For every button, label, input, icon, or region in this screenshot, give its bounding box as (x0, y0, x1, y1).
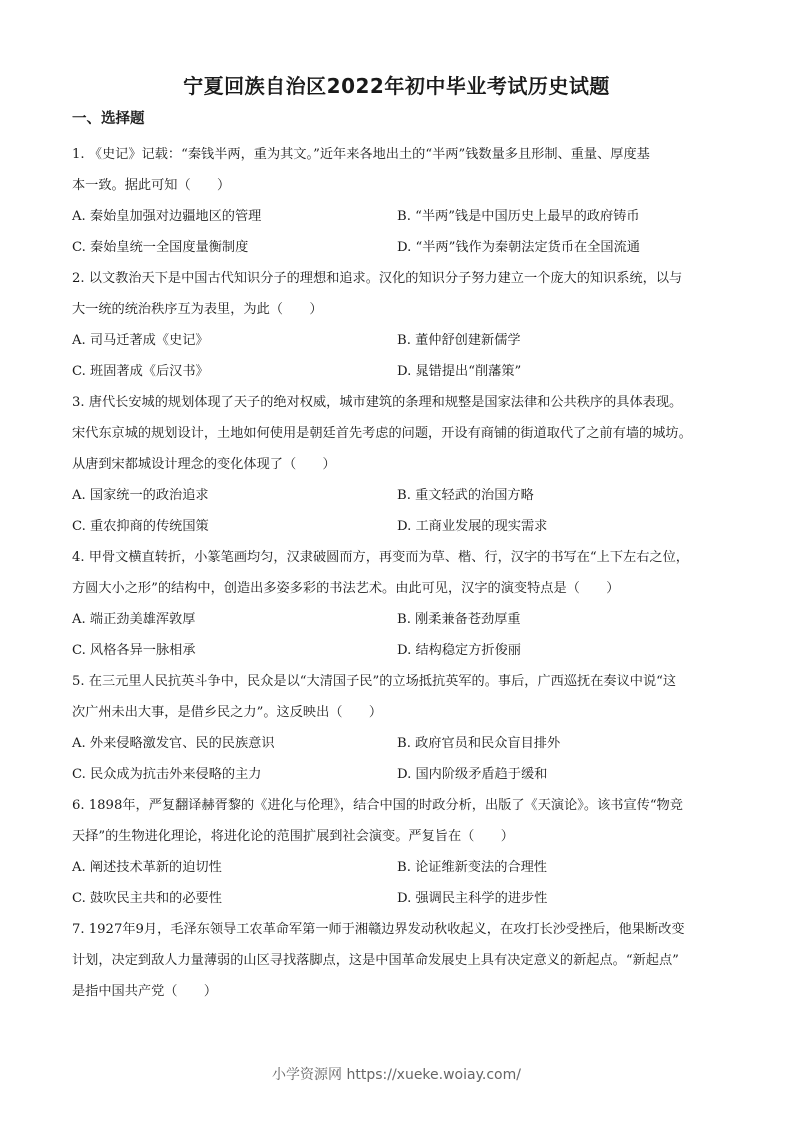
question-stem-line: 大一统的统治秩序互为表里，为此（ ） (72, 302, 323, 317)
answer-option: A. 司马迁著成《史记》 (72, 333, 209, 348)
options-row (72, 604, 722, 635)
answer-option: A. 秦始皇加强对边疆地区的管理 (72, 209, 262, 224)
question-stem-line: 是指中国共产党（ ） (72, 984, 218, 999)
answer-option: D. 晁错提出“削藩策” (397, 364, 522, 379)
page-title: 宁夏回族自治区2022年初中毕业考试历史试题 (183, 74, 610, 98)
question-3 (72, 387, 722, 542)
question-stem-line: 宋代东京城的规划设计，土地如何使用是朝廷首先考虑的问题，开设有商铺的街道取代了之前有墙的城坊。 (72, 426, 692, 441)
question-stem-line: 从唐到宋都城设计理念的变化体现了（ ） (72, 457, 336, 472)
question-2 (72, 263, 722, 387)
answer-option: B. 重文轻武的治国方略 (397, 488, 534, 503)
question-stem-line: 本一致。据此可知（ ） (72, 178, 231, 193)
question-5 (72, 666, 722, 790)
answer-option: D. “半两”钱作为秦朝法定货币在全国流通 (397, 240, 640, 255)
question-list (72, 139, 722, 1007)
options-row (72, 635, 722, 666)
answer-option: C. 风格各异一脉相承 (72, 643, 196, 658)
answer-option: B. 论证维新变法的合理性 (397, 860, 547, 875)
answer-option: D. 强调民主科学的进步性 (397, 891, 548, 906)
question-stem-line: 7. 1927年9月，毛泽东领导工农革命军第一师于湘赣边界发动秋收起义，在攻打长沙受挫后，他果断改变 (72, 922, 685, 937)
question-stem-line: 2. 以文教治天下是中国古代知识分子的理想和追求。汉化的知识分子努力建立一个庞大的知识系统，以与 (72, 271, 683, 286)
options-row (72, 356, 722, 387)
answer-option: C. 班固著成《后汉书》 (72, 364, 209, 379)
options-row (72, 883, 722, 914)
question-6 (72, 790, 722, 914)
answer-option: A. 端正劲美雄浑敦厚 (72, 612, 196, 627)
options-row (72, 511, 722, 542)
question-stem-line: 6. 1898年，严复翻译赫胥黎的《进化与伦理》，结合中国的时政分析，出版了《天演论》。该书宣传“物竞 (72, 798, 683, 813)
answer-option: C. 民众成为抗击外来侵略的主力 (72, 767, 262, 782)
answer-option: A. 阐述技术革新的迫切性 (72, 860, 222, 875)
options-row (72, 852, 722, 883)
question-stem-line: 5. 在三元里人民抗英斗争中，民众是以“大清国子民”的立场抵抗英军的。事后，广西巡抚在奏议中说“这 (72, 674, 677, 689)
answer-option: B. 董仲舒创建新儒学 (397, 333, 521, 348)
options-row (72, 480, 722, 511)
section-heading: 一、选择题 (72, 111, 145, 127)
options-row (72, 759, 722, 790)
answer-option: A. 国家统一的政治追求 (72, 488, 209, 503)
question-stem-line: 天择”的生物进化理论，将进化论的范围扩展到社会演变。严复旨在（ ） (72, 829, 514, 844)
answer-option: D. 工商业发展的现实需求 (397, 519, 548, 534)
answer-option: D. 国内阶级矛盾趋于缓和 (397, 767, 548, 782)
options-row (72, 201, 722, 232)
question-7 (72, 914, 722, 1007)
options-row (72, 232, 722, 263)
footer-watermark: 小学资源网 https://xueke.woiay.com/ (272, 1067, 521, 1083)
options-row (72, 728, 722, 759)
answer-option: B. 政府官员和民众盲目排外 (397, 736, 561, 751)
question-stem-line: 计划，决定到敌人力量薄弱的山区寻找落脚点，这是中国革命发展史上具有决定意义的新起点。“新起点” (72, 953, 679, 968)
question-stem-line: 4. 甲骨文横直转折，小篆笔画均匀，汉隶破圆而方，再变而为草、楷、行，汉字的书写在“上下左右之位， (72, 550, 689, 565)
answer-option: C. 重农抑商的传统国策 (72, 519, 209, 534)
question-stem-line: 1. 《史记》记载：“秦钱半两，重为其文。”近年来各地出土的“半两”钱数量多且形制、重量、厚度基 (72, 147, 650, 162)
answer-option: A. 外来侵略激发官、民的民族意识 (72, 736, 275, 751)
question-stem-line: 方圆大小之形”的结构中，创造出多姿多彩的书法艺术。由此可见，汉字的演变特点是（ ） (72, 581, 620, 596)
question-stem-line: 次广州未出大事，是借乡民之力”。这反映出（ ） (72, 705, 383, 720)
question-1 (72, 139, 722, 263)
answer-option: C. 秦始皇统一全国度量衡制度 (72, 240, 249, 255)
question-stem-line: 3. 唐代长安城的规划体现了天子的绝对权威，城市建筑的条理和规整是国家法律和公共秩序的具体表现。 (72, 395, 683, 410)
answer-option: C. 鼓吹民主共和的必要性 (72, 891, 222, 906)
question-4 (72, 542, 722, 666)
options-row (72, 325, 722, 356)
answer-option: B. 刚柔兼备苍劲厚重 (397, 612, 521, 627)
answer-option: B. “半两”钱是中国历史上最早的政府铸币 (397, 209, 640, 224)
answer-option: D. 结构稳定方折俊丽 (397, 643, 521, 658)
